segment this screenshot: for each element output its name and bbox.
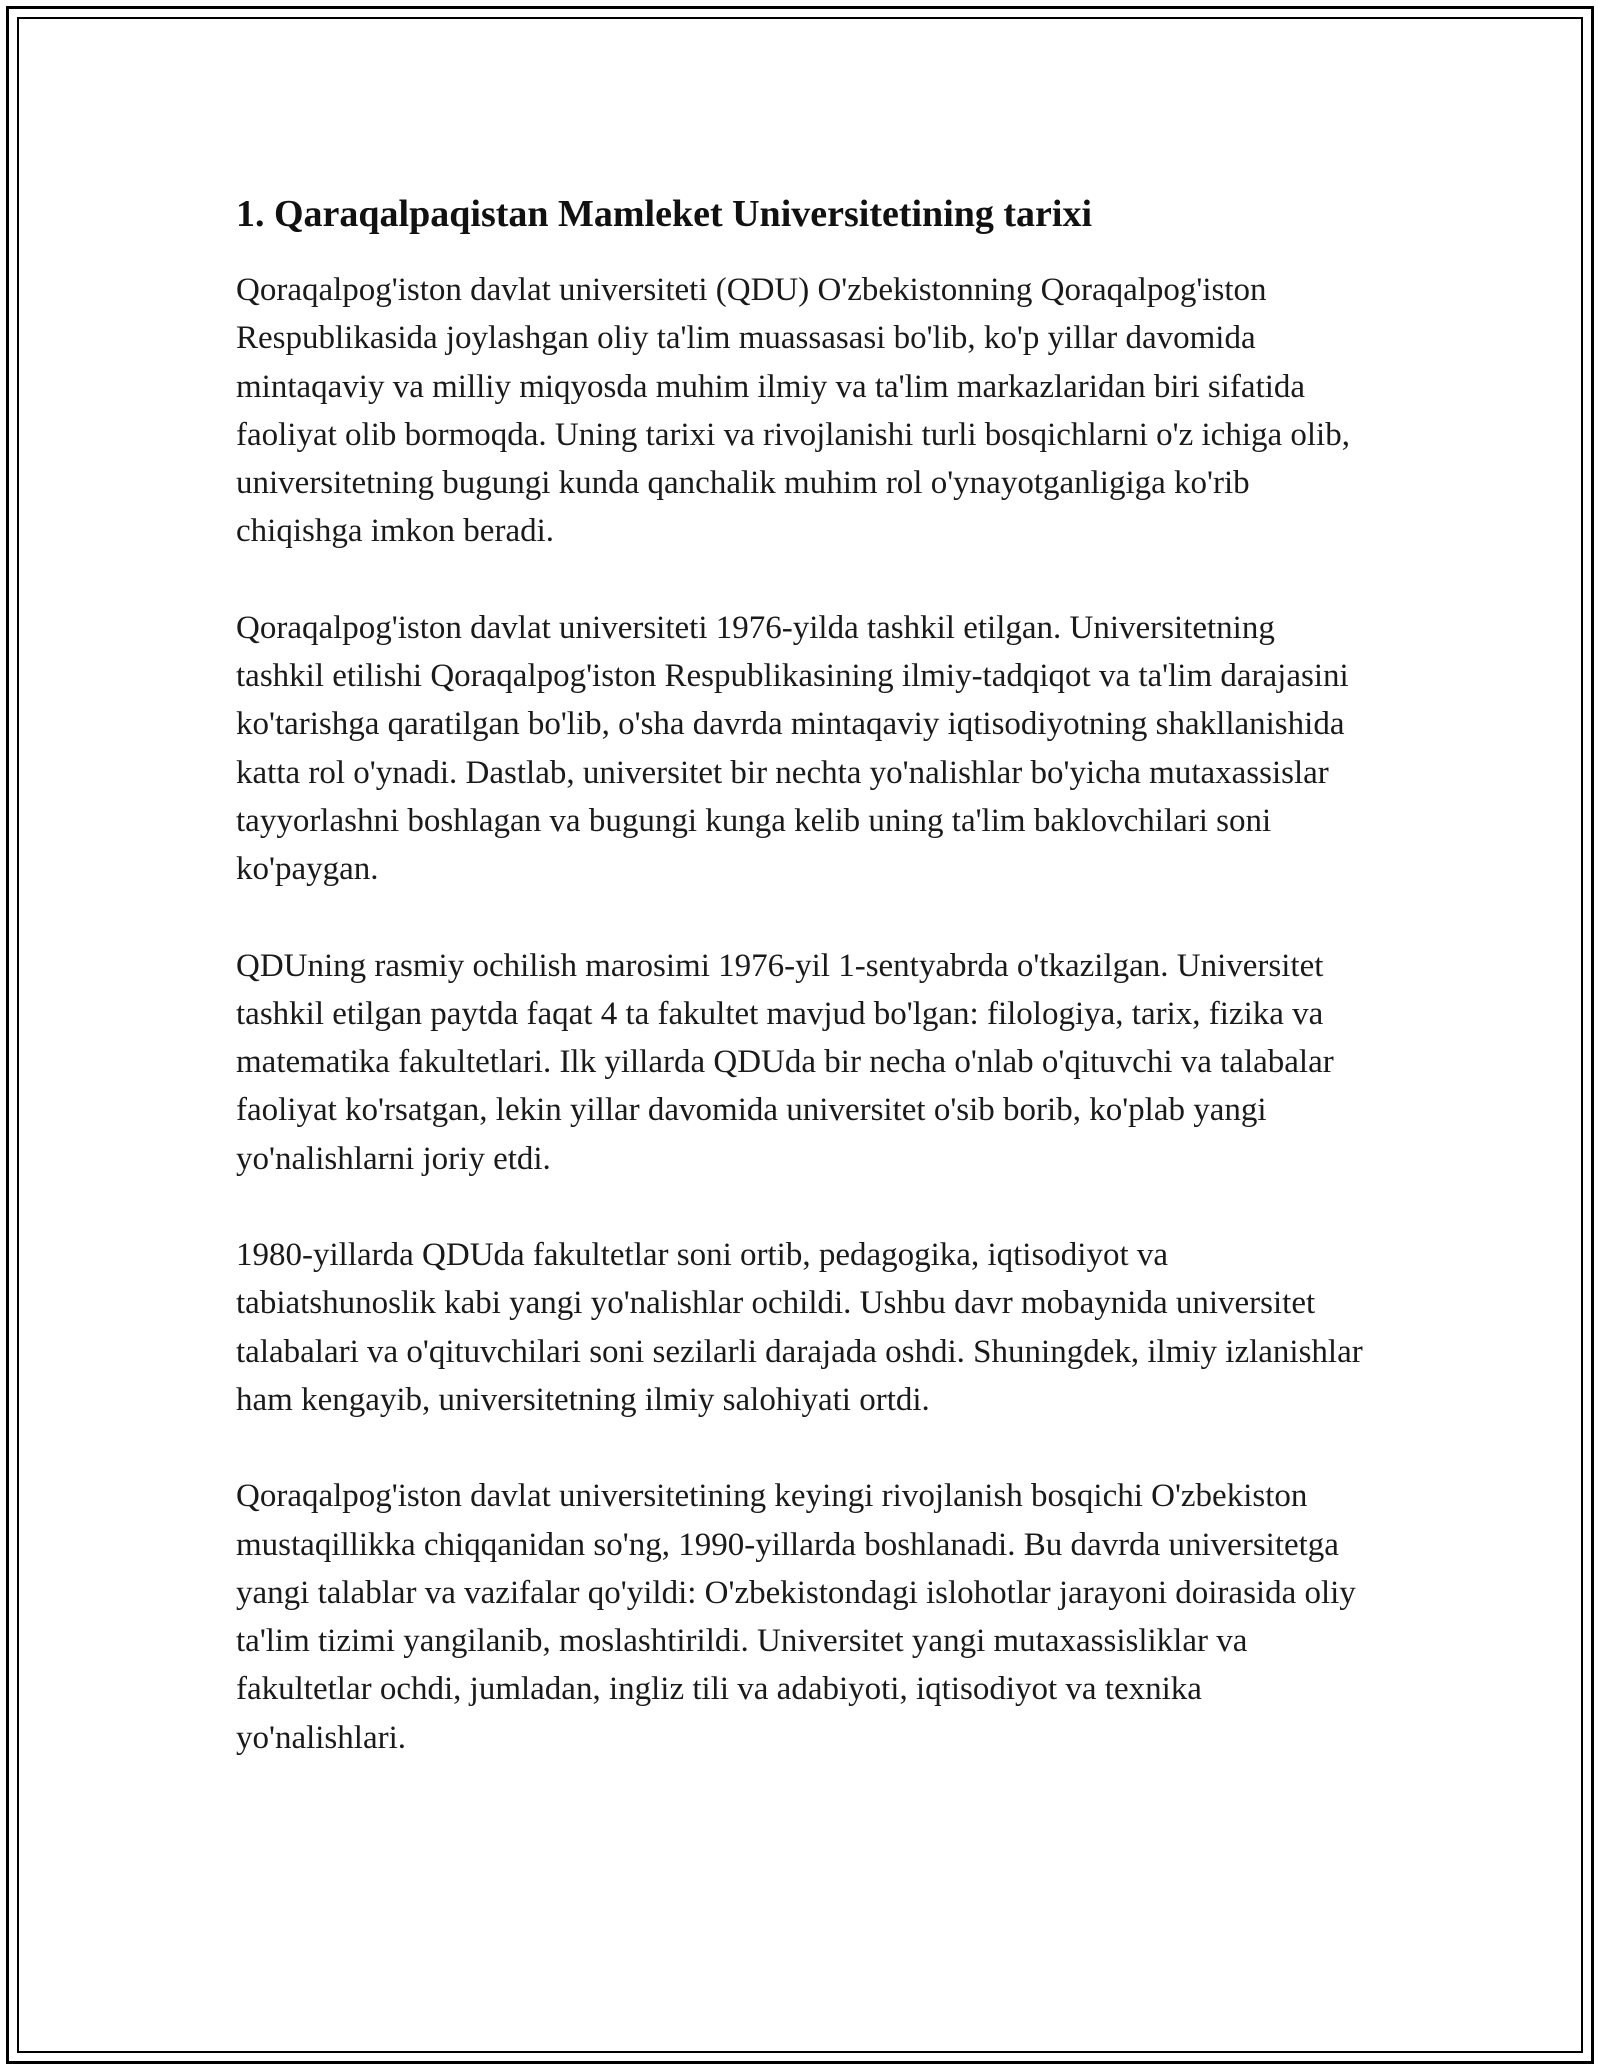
paragraph-1: Qoraqalpog'iston davlat universiteti (QDU) O'zbekistonning Qoraqalpog'iston Respublikasida joylashgan oliy ta'lim muassasasi bo'lib, ko'p yillar davomida mintaqaviy va milliy miqyosda muhim ilmiy va ta'lim markazlaridan biri sifatida faoliyat olib bormoqda. Uning tarixi va rivojlanishi turli bosqichlarni o'z ichiga olib, universitetning bugungi kunda qanchalik muhim rol o'ynayotganligiga ko'rib chiqishga imkon beradi. — [236, 272, 1350, 550]
paragraph-4: 1980-yillarda QDUda fakultetlar soni ortib, pedagogika, iqtisodiyot va tabiatshunoslik kabi yangi yo'nalishlar ochildi. Ushbu davr mobaynida universitet talabalari va o'qituvchilari soni sezilarli darajada oshdi. Shuningdek, ilmiy izlanishlar ham kengayib, universitetning ilmiy salohiyati ortdi. — [236, 1237, 1363, 1418]
paragraph-3: QDUning rasmiy ochilish marosimi 1976-yil 1-sentyabrda o'tkazilgan. Universitet tashkil etilgan paytda faqat 4 ta fakultet mavjud bo'lgan: filologiya, tarix, fizika va matematika fakultetlari. Ilk yillarda QDUda bir necha o'nlab o'qituvchi va talabalar faoliyat ko'rsatgan, lekin yillar davomida universitet o'sib borib, ko'plab yangi yo'nalishlarni joriy etdi. — [236, 947, 1334, 1177]
paragraph-5: Qoraqalpog'iston davlat universitetining keyingi rivojlanish bosqichi O'zbekiston mustaqillikka chiqqanidan so'ng, 1990-yillarda boshlanadi. Bu davrda universitetga yangi talablar va vazifalar qo'yildi: O'zbekistondagi islohotlar jarayoni doirasida oliy ta'lim tizimi yangilanib, moslashtirildi. Universitet yangi mutaxassisliklar va fakultetlar ochdi, jumladan, ingliz tili va adabiyoti, iqtisodiyot va texnika yo'nalishlari. — [236, 1478, 1356, 1756]
document-body — [236, 188, 1366, 1810]
paragraph-2: Qoraqalpog'iston davlat universiteti 1976-yilda tashkil etilgan. Universitetning tashkil etilishi Qoraqalpog'iston Respublikasining ilmiy-tadqiqot va ta'lim darajasini ko'tarishga qaratilgan bo'lib, o'sha davrda mintaqaviy iqtisodiyotning shakllanishida katta rol o'ynadi. Dastlab, universitet bir nechta yo'nalishlar bo'yicha mutaxassislar tayyorlashni boshlagan va bugungi kunga kelib uning ta'lim baklovchilari soni ko'paygan. — [236, 609, 1349, 888]
section-heading: 1. Qaraqalpaqistan Mamleket Universitetining tarixi — [236, 193, 1093, 235]
